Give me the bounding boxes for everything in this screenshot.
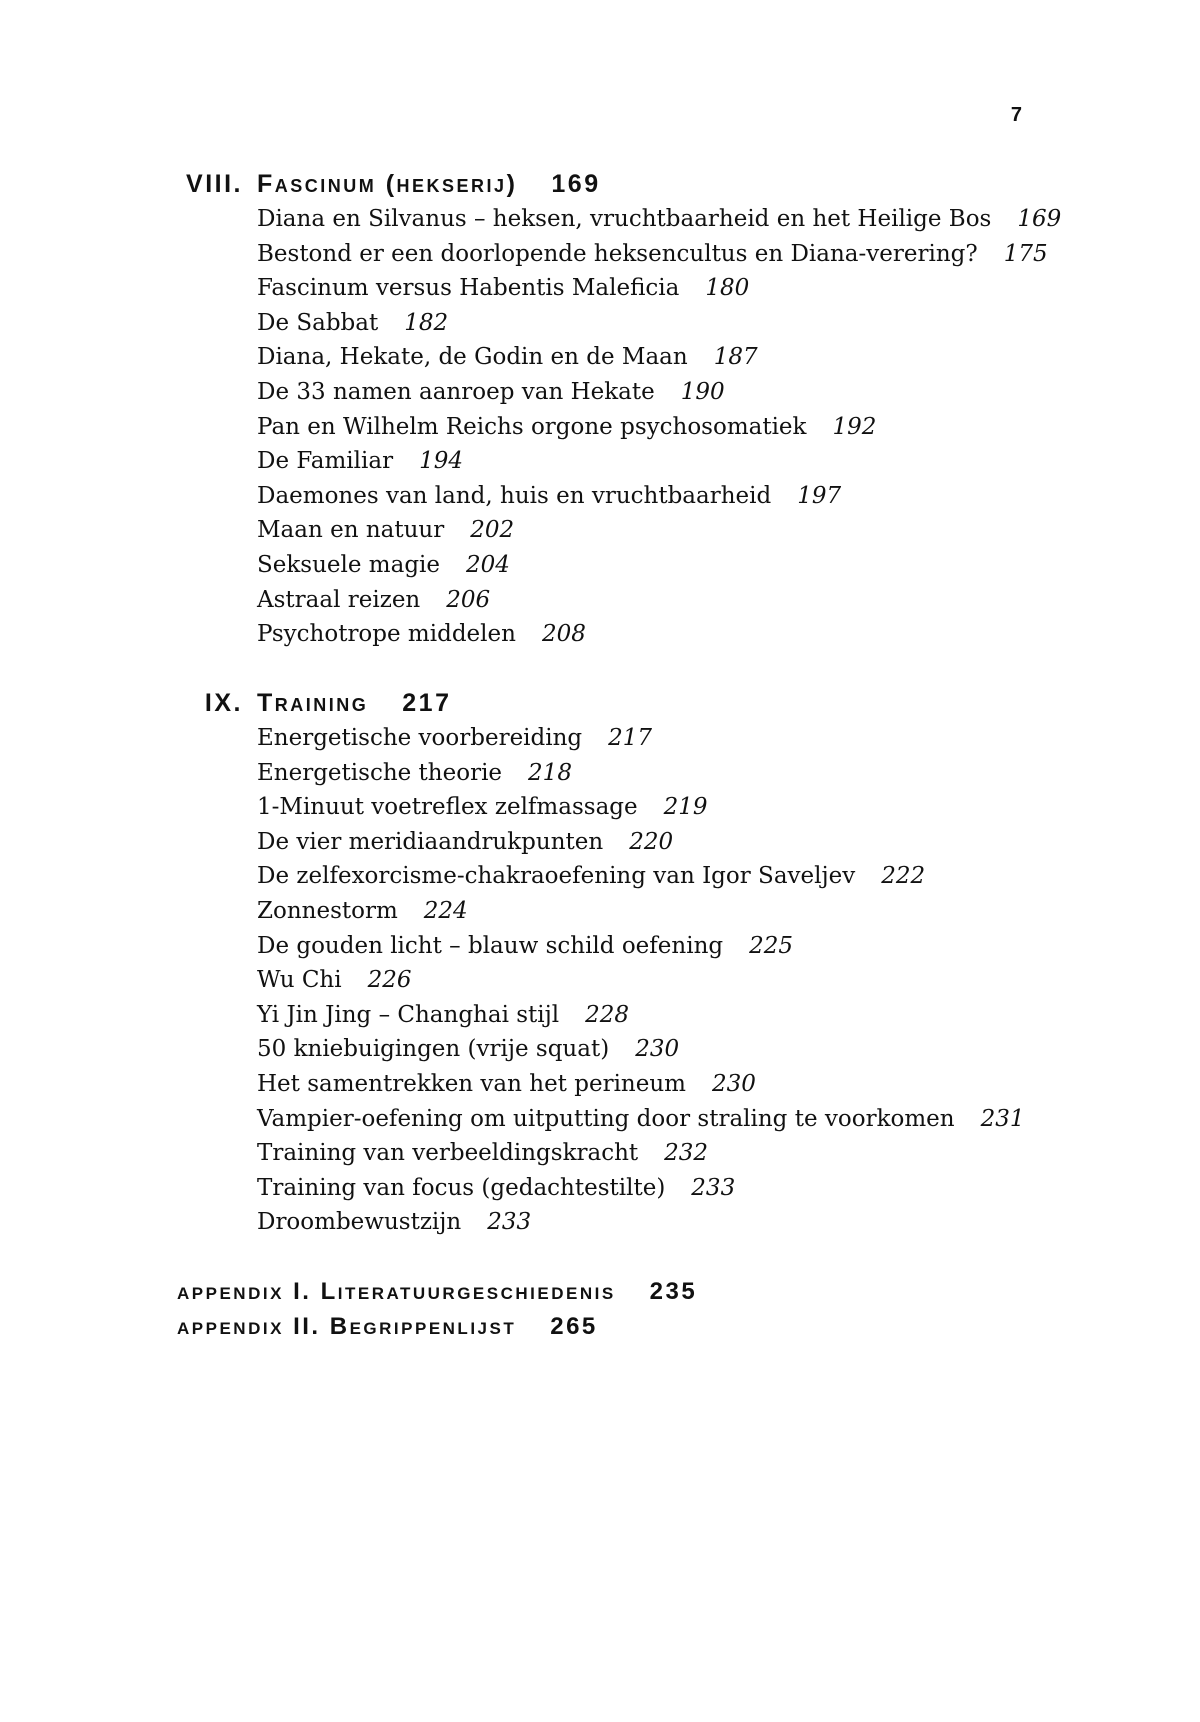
- entry-page: 180: [705, 275, 750, 302]
- entry-title: De 33 namen aanroep van Hekate: [257, 378, 655, 405]
- appendix-label: appendix I. Literatuurgeschiedenis: [177, 1278, 616, 1305]
- entry-title: Wu Chi: [257, 967, 342, 994]
- toc-entry: [257, 825, 1200, 860]
- entry-title: Vampier-oefening om uitputting door straling te voorkomen: [257, 1105, 955, 1132]
- toc-entry: [257, 1205, 1200, 1240]
- toc-entry: [257, 894, 1200, 929]
- entry-page: 230: [711, 1070, 756, 1097]
- entry-page: 228: [585, 1001, 630, 1028]
- entry-page: 194: [419, 448, 463, 475]
- chapter-entries: [0, 202, 1200, 652]
- toc-entry: [257, 583, 1200, 618]
- appendix-ii: [177, 1310, 598, 1344]
- entry-title: Diana, Hekate, de Godin en de Maan: [257, 344, 688, 371]
- chapter-title: [257, 166, 601, 202]
- entry-title: Seksuele magie: [257, 551, 441, 578]
- chapter-page: 217: [402, 689, 452, 717]
- toc-entry: [257, 929, 1200, 964]
- chapter-title-text: Fascinum (hekserij): [257, 170, 518, 198]
- toc-entry: [257, 375, 1200, 410]
- toc-entry: [257, 998, 1200, 1033]
- toc-entry: [257, 1032, 1200, 1067]
- entry-page: 233: [691, 1174, 736, 1201]
- entry-title: Zonnestorm: [257, 897, 398, 924]
- entry-page: 225: [749, 932, 794, 959]
- toc-entry: [257, 479, 1200, 514]
- entry-page: 218: [528, 759, 572, 786]
- entry-title: Energetische theorie: [257, 759, 503, 786]
- chapter-heading: [0, 166, 1200, 202]
- entry-title: 50 kniebuigingen (vrije squat): [257, 1036, 610, 1063]
- entry-title: Maan en natuur: [257, 517, 445, 544]
- entry-title: 1-Minuut voetreflex zelfmassage: [257, 794, 638, 821]
- toc-entry: [257, 790, 1200, 825]
- entry-title: Energetische voorbereiding: [257, 725, 583, 751]
- entry-page: 204: [466, 551, 510, 578]
- toc-entry: [257, 756, 1200, 791]
- toc-entry: [257, 1067, 1200, 1102]
- chapter-viii: [0, 166, 1200, 652]
- entry-page: 219: [663, 794, 708, 821]
- chapter-title-text: Training: [257, 689, 369, 717]
- appendix-i: [177, 1275, 697, 1309]
- chapter-numeral: IX.: [204, 689, 243, 717]
- toc-entry: [257, 202, 1200, 237]
- entry-page: 169: [1017, 206, 1062, 232]
- chapter-ix: [0, 685, 1200, 1240]
- chapter-heading: [0, 685, 1200, 721]
- entry-title: Training van verbeeldingskracht: [257, 1140, 639, 1167]
- entry-page: 192: [832, 413, 877, 440]
- entry-page: 230: [635, 1036, 680, 1063]
- entry-page: 233: [487, 1209, 532, 1236]
- entry-title: De Sabbat: [257, 309, 379, 336]
- chapter-numeral: VIII.: [186, 170, 243, 198]
- toc-entry: [257, 1102, 1200, 1137]
- entry-title: Psychotrope middelen: [257, 621, 516, 648]
- entry-title: Droombewustzijn: [257, 1209, 462, 1236]
- toc-entry: [257, 617, 1200, 652]
- toc-entry: [257, 859, 1200, 894]
- entry-page: 206: [446, 586, 491, 613]
- toc-entry: [257, 410, 1200, 445]
- entry-page: 197: [797, 482, 842, 509]
- entry-page: 224: [423, 897, 468, 924]
- toc-entry: [257, 721, 1200, 756]
- appendix-page: 265: [550, 1313, 598, 1340]
- entry-title: De gouden licht – blauw schild oefening: [257, 932, 724, 959]
- entry-title: De Familiar: [257, 448, 394, 475]
- toc-entry: [257, 1136, 1200, 1171]
- entry-title: Yi Jin Jing – Changhai stijl: [257, 1001, 560, 1028]
- entry-page: 217: [608, 725, 653, 751]
- chapter-entries: [0, 721, 1200, 1240]
- toc-entry: [257, 513, 1200, 548]
- toc-entry: [257, 1171, 1200, 1206]
- entry-title: Astraal reizen: [257, 586, 421, 613]
- entry-title: Het samentrekken van het perineum: [257, 1070, 686, 1097]
- entry-page: 202: [470, 517, 515, 544]
- page-number: 7: [1010, 104, 1022, 126]
- toc-entry: [257, 340, 1200, 375]
- entry-page: 208: [541, 621, 586, 648]
- entry-title: Training van focus (gedachtestilte): [257, 1174, 666, 1201]
- toc-entry: [257, 444, 1200, 479]
- entry-page: 190: [680, 378, 725, 405]
- entry-page: 187: [713, 344, 758, 371]
- toc-entry: [257, 271, 1200, 306]
- appendix-page: 235: [649, 1278, 698, 1305]
- entry-page: 175: [1003, 240, 1048, 267]
- entry-page: 231: [980, 1105, 1025, 1132]
- chapter-page: 169: [551, 170, 601, 198]
- toc-entry: [257, 548, 1200, 583]
- toc-entry: [257, 237, 1200, 272]
- entry-title: Daemones van land, huis en vruchtbaarheid: [257, 482, 772, 509]
- chapter-title: [257, 685, 452, 721]
- toc-entry: [257, 306, 1200, 341]
- entry-page: 222: [881, 863, 926, 890]
- entry-title: De zelfexorcisme-chakraoefening van Igor Saveljev: [257, 863, 856, 890]
- toc-entry: [257, 963, 1200, 998]
- entry-page: 182: [404, 309, 449, 336]
- entry-title: Diana en Silvanus – heksen, vruchtbaarheid en het Heilige Bos: [257, 206, 992, 232]
- entry-page: 226: [367, 967, 412, 994]
- entry-title: Pan en Wilhelm Reichs orgone psychosomatiek: [257, 413, 807, 440]
- entry-title: Bestond er een doorlopende heksencultus en Diana-verering?: [257, 240, 978, 267]
- appendix-label: appendix II. Begrippenlijst: [177, 1313, 517, 1340]
- entry-page: 220: [629, 828, 674, 855]
- entry-title: De vier meridiaandrukpunten: [257, 828, 604, 855]
- entry-title: Fascinum versus Habentis Maleficia: [257, 275, 680, 302]
- entry-page: 232: [664, 1140, 709, 1167]
